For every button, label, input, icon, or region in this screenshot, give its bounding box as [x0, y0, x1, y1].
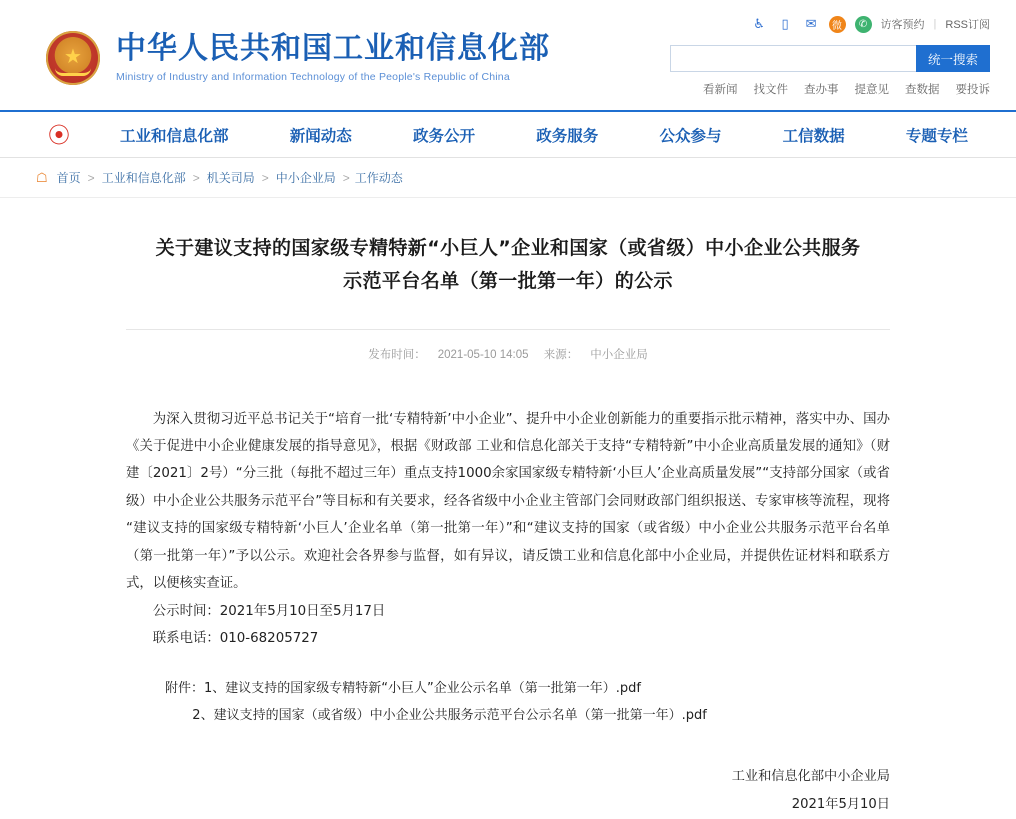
nav-item-news[interactable]: 新闻动态 — [289, 126, 352, 145]
breadcrumb-home[interactable]: 首页 — [56, 171, 81, 185]
article-signature — [126, 763, 890, 818]
utility-separator: | — [933, 18, 937, 30]
main-navigation — [0, 110, 1016, 158]
breadcrumb-separator: > — [342, 170, 350, 185]
nav-item-affairs-open[interactable]: 政务公开 — [412, 126, 475, 145]
mobile-icon[interactable]: ▯ — [781, 16, 789, 31]
article-meta — [126, 329, 890, 362]
article-paragraph: 联系电话：010-68205727 — [152, 631, 319, 647]
page-title — [126, 232, 890, 299]
breadcrumb-department[interactable]: 机关司局 — [206, 171, 255, 185]
nav-item-miit[interactable]: 工业和信息化部 — [120, 126, 229, 145]
quick-link-data[interactable]: 查数据 — [905, 84, 940, 96]
nav-item-affairs-service[interactable]: 政务服务 — [536, 126, 599, 145]
rss-link[interactable]: RSS订阅 — [945, 19, 990, 31]
nav-item-special[interactable]: 专题专栏 — [905, 126, 968, 145]
article-body — [126, 406, 890, 819]
brand-text — [116, 32, 550, 84]
header-utilities — [670, 14, 990, 97]
weibo-icon[interactable]: 微 — [829, 16, 846, 33]
brand-title-cn: 中华人民共和国工业和信息化部 — [116, 31, 550, 67]
signature-org: 工业和信息化部中小企业局 — [731, 769, 890, 785]
article-paragraph: 公示时间：2021年5月10日至5月17日 — [152, 603, 386, 619]
article — [0, 198, 1016, 819]
signature-date: 2021年5月10日 — [791, 797, 890, 813]
breadcrumb-sme-bureau[interactable]: 中小企业局 — [275, 171, 336, 185]
visitor-appointment-link[interactable]: 访客预约 — [880, 19, 925, 31]
search-bar — [670, 45, 990, 72]
page-title-line1: 关于建议支持的国家级专精特新“小巨人”企业和国家（或省级）中小企业公共服务 — [155, 237, 861, 259]
publish-time: 2021-05-10 14:05 — [437, 348, 529, 361]
breadcrumb — [0, 158, 1016, 198]
utility-row — [670, 14, 990, 34]
quick-link-suggest[interactable]: 提意见 — [854, 84, 889, 96]
nav-item-data[interactable]: 工信数据 — [782, 126, 845, 145]
attachment-link-2[interactable]: 2、建议支持的国家（或省级）中小企业公共服务示范平台公示名单（第一批第一年）.pdf — [192, 708, 707, 724]
nav-item-public-participation[interactable]: 公众参与 — [659, 126, 722, 145]
quick-links — [670, 81, 990, 97]
quick-link-query[interactable]: 查办事 — [804, 84, 839, 96]
breadcrumb-separator: > — [87, 170, 95, 185]
page-title-line2: 示范平台名单（第一批第一年）的公示 — [343, 270, 673, 293]
breadcrumb-separator: > — [192, 170, 200, 185]
miit-logo-icon[interactable]: ⦿ — [47, 123, 70, 148]
home-icon: ☖ — [36, 169, 48, 185]
breadcrumb-miit[interactable]: 工业和信息化部 — [101, 171, 186, 185]
brand-title-en: Ministry of Industry and Information Technology of the People's Republic of China — [116, 71, 510, 84]
source-value: 中小企业局 — [590, 348, 648, 361]
publish-label: 发布时间： — [368, 348, 426, 361]
mail-icon[interactable]: ✉ — [805, 16, 817, 31]
accessibility-icon[interactable]: ♿ — [753, 16, 765, 31]
breadcrumb-work-news[interactable]: 工作动态 — [354, 171, 403, 185]
site-header — [0, 0, 1016, 110]
search-input[interactable] — [670, 45, 916, 72]
attachment-link-1[interactable]: 附件：1、建议支持的国家级专精特新“小巨人”企业公示名单（第一批第一年）.pdf — [165, 680, 641, 696]
national-emblem-icon — [46, 31, 100, 85]
nav-items — [98, 124, 992, 146]
attachment-list — [126, 675, 890, 730]
search-button[interactable]: 统一搜索 — [916, 45, 990, 72]
source-label: 来源： — [543, 348, 579, 361]
breadcrumb-separator: > — [261, 170, 269, 185]
wechat-icon[interactable]: ✆ — [855, 16, 872, 33]
quick-link-files[interactable]: 找文件 — [753, 84, 788, 96]
quick-link-news[interactable]: 看新闻 — [703, 84, 738, 96]
article-paragraph: 为深入贯彻习近平总书记关于“培育一批‘专精特新’中小企业”、提升中小企业创新能力的重要指示批示精神，落实中办、国办《关于促进中小企业健康发展的指导意见》，根据《财政部 工业和信息化部关于支持“专精特新”中小企业高质量发展的通知》（财建〔2021〕2号）“分三批（每批不超过三年）重点支持1000余家国家级专精特新‘小巨人’企业高质量发展”“支持部分国家（或省级）中小企业公共服务示范平台”等目标和有关要求，经各省级中小企业主管部门会同财政部门组织报送、专家审核等流程，现将“建议支持的国家级专精特新‘小巨人’企业名单（第一批第一年）”和“建议支持的国家（或省级）中小企业公共服务示范平台名单（第一批第一年）”予以公示。欢迎社会各界参与监督，如有异议，请反馈工业和信息化部中小企业局，并提供佐证材料和联系方式，以便核实查证。 — [126, 411, 890, 592]
site-brand[interactable] — [46, 31, 550, 85]
quick-link-complaint[interactable]: 要投诉 — [955, 84, 990, 96]
